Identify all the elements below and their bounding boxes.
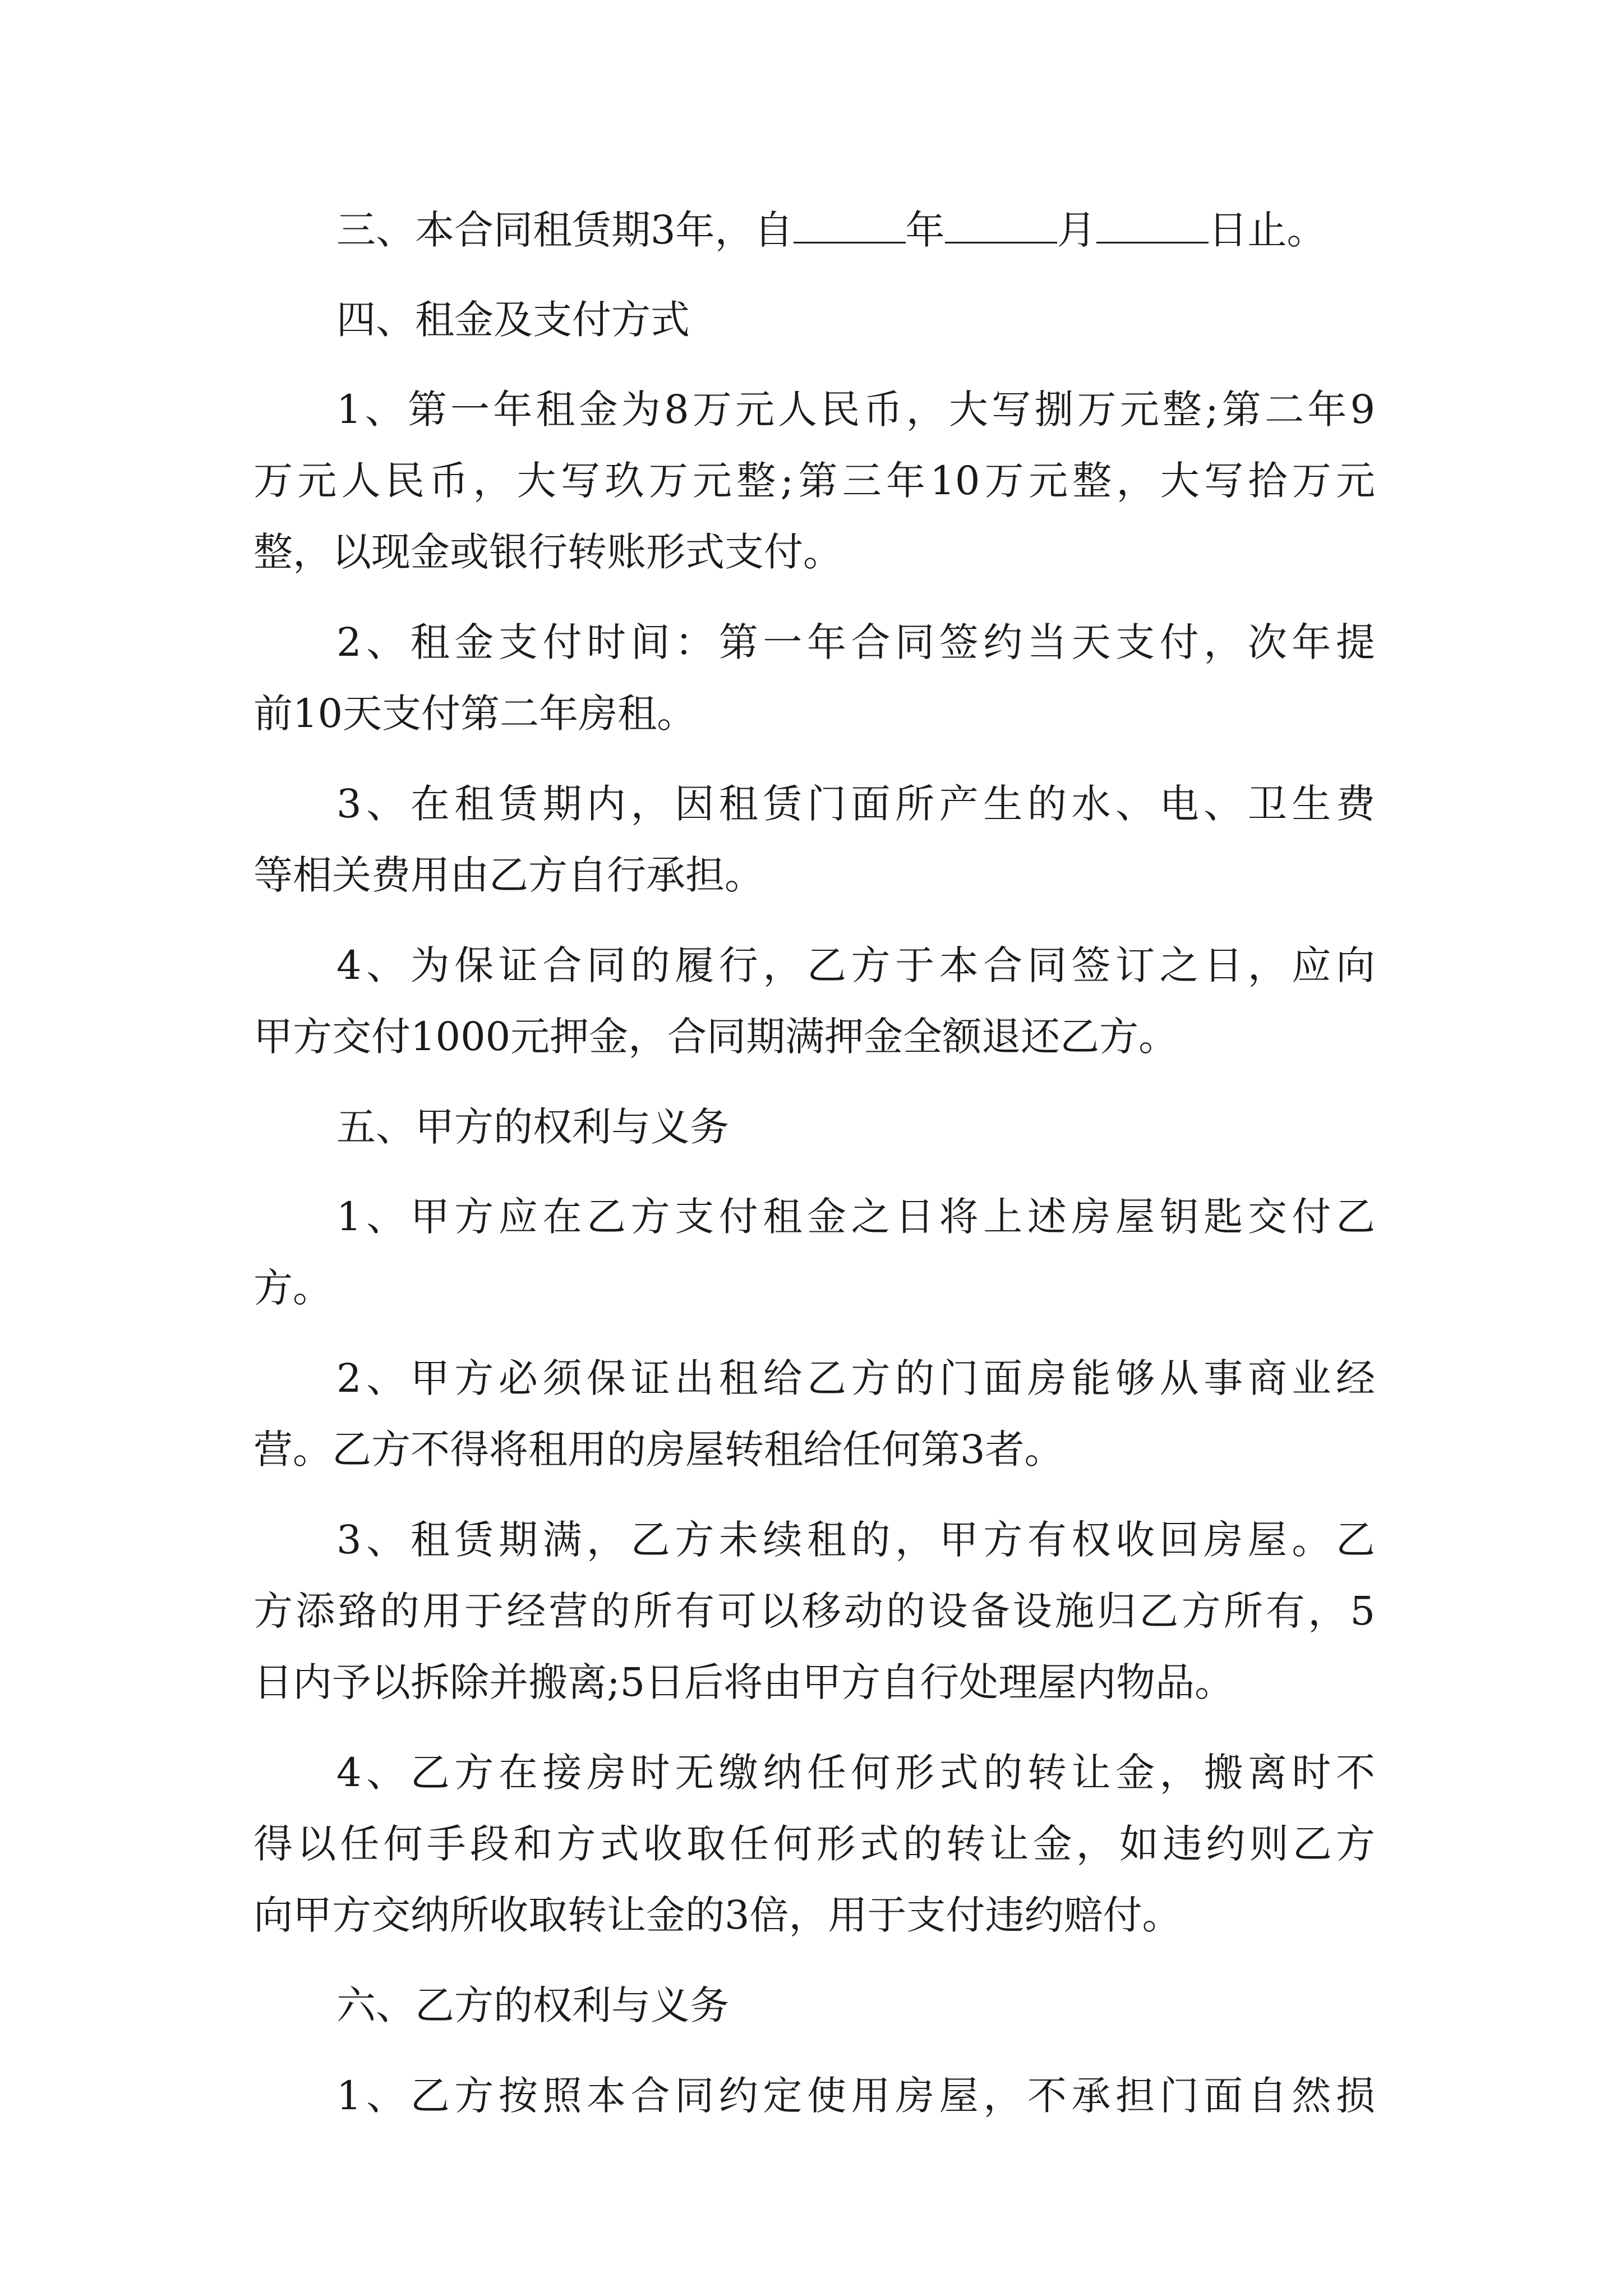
year-suffix: 年 [905, 207, 945, 253]
day-suffix: 日止。 [1208, 207, 1326, 253]
day-blank [1096, 205, 1209, 243]
text-line: 4、为保证合同的履行，乙方于本合同签订之日，应向 [336, 942, 1375, 988]
text-line: 整，以现金或银行转账形式支付。 [253, 529, 842, 575]
text-line: 2、租金支付时间：第一年合同签约当天支付，次年提 [336, 619, 1375, 665]
section-4-heading: 四、租金及支付方式 [336, 297, 690, 343]
text-line: 向甲方交纳所收取转让金的3倍，用于支付违约赔付。 [253, 1892, 1182, 1938]
clause-3-lease-term [336, 205, 1326, 255]
section-6-heading: 六、乙方的权利与义务 [336, 1982, 729, 2028]
text-line: 方添臵的用于经营的所有可以移动的设备设施归乙方所有，5 [253, 1588, 1375, 1634]
text-line: 等相关费用由乙方自行承担。 [253, 852, 764, 898]
text-line: 1、甲方应在乙方支付租金之日将上述房屋钥匙交付乙 [336, 1194, 1375, 1240]
text-line: 甲方交付1000元押金，合同期满押金全额退还乙方。 [253, 1014, 1178, 1060]
text-line: 2、甲方必须保证出租给乙方的门面房能够从事商业经 [336, 1355, 1375, 1401]
text-line: 前10天支付第二年房租。 [253, 691, 697, 737]
text-line: 营。乙方不得将租用的房屋转租给任何第3者。 [253, 1427, 1064, 1473]
month-suffix: 月 [1057, 207, 1096, 253]
lease-term-text: 三、本合同租赁期3年，自 [336, 207, 794, 253]
section-5-heading: 五、甲方的权利与义务 [336, 1104, 729, 1150]
text-line: 1、乙方按照本合同约定使用房屋，不承担门面自然损 [336, 2073, 1375, 2119]
year-blank [794, 205, 906, 243]
text-line: 1、第一年租金为8万元人民币，大写捌万元整;第二年9 [336, 386, 1375, 432]
text-line: 3、租赁期满，乙方未续租的，甲方有权收回房屋。乙 [336, 1517, 1375, 1563]
text-line: 4、乙方在接房时无缴纳任何形式的转让金，搬离时不 [336, 1750, 1375, 1796]
text-line: 方。 [253, 1265, 332, 1311]
text-line: 得以任何手段和方式收取任何形式的转让金，如违约则乙方 [253, 1821, 1375, 1867]
text-line: 万元人民币，大写玖万元整;第三年10万元整，大写拾万元 [253, 458, 1375, 504]
text-line: 日内予以拆除并搬离;5日后将由甲方自行处理屋内物品。 [253, 1659, 1234, 1705]
text-line: 3、在租赁期内，因租赁门面所产生的水、电、卫生费 [336, 781, 1375, 827]
month-blank [945, 205, 1057, 243]
